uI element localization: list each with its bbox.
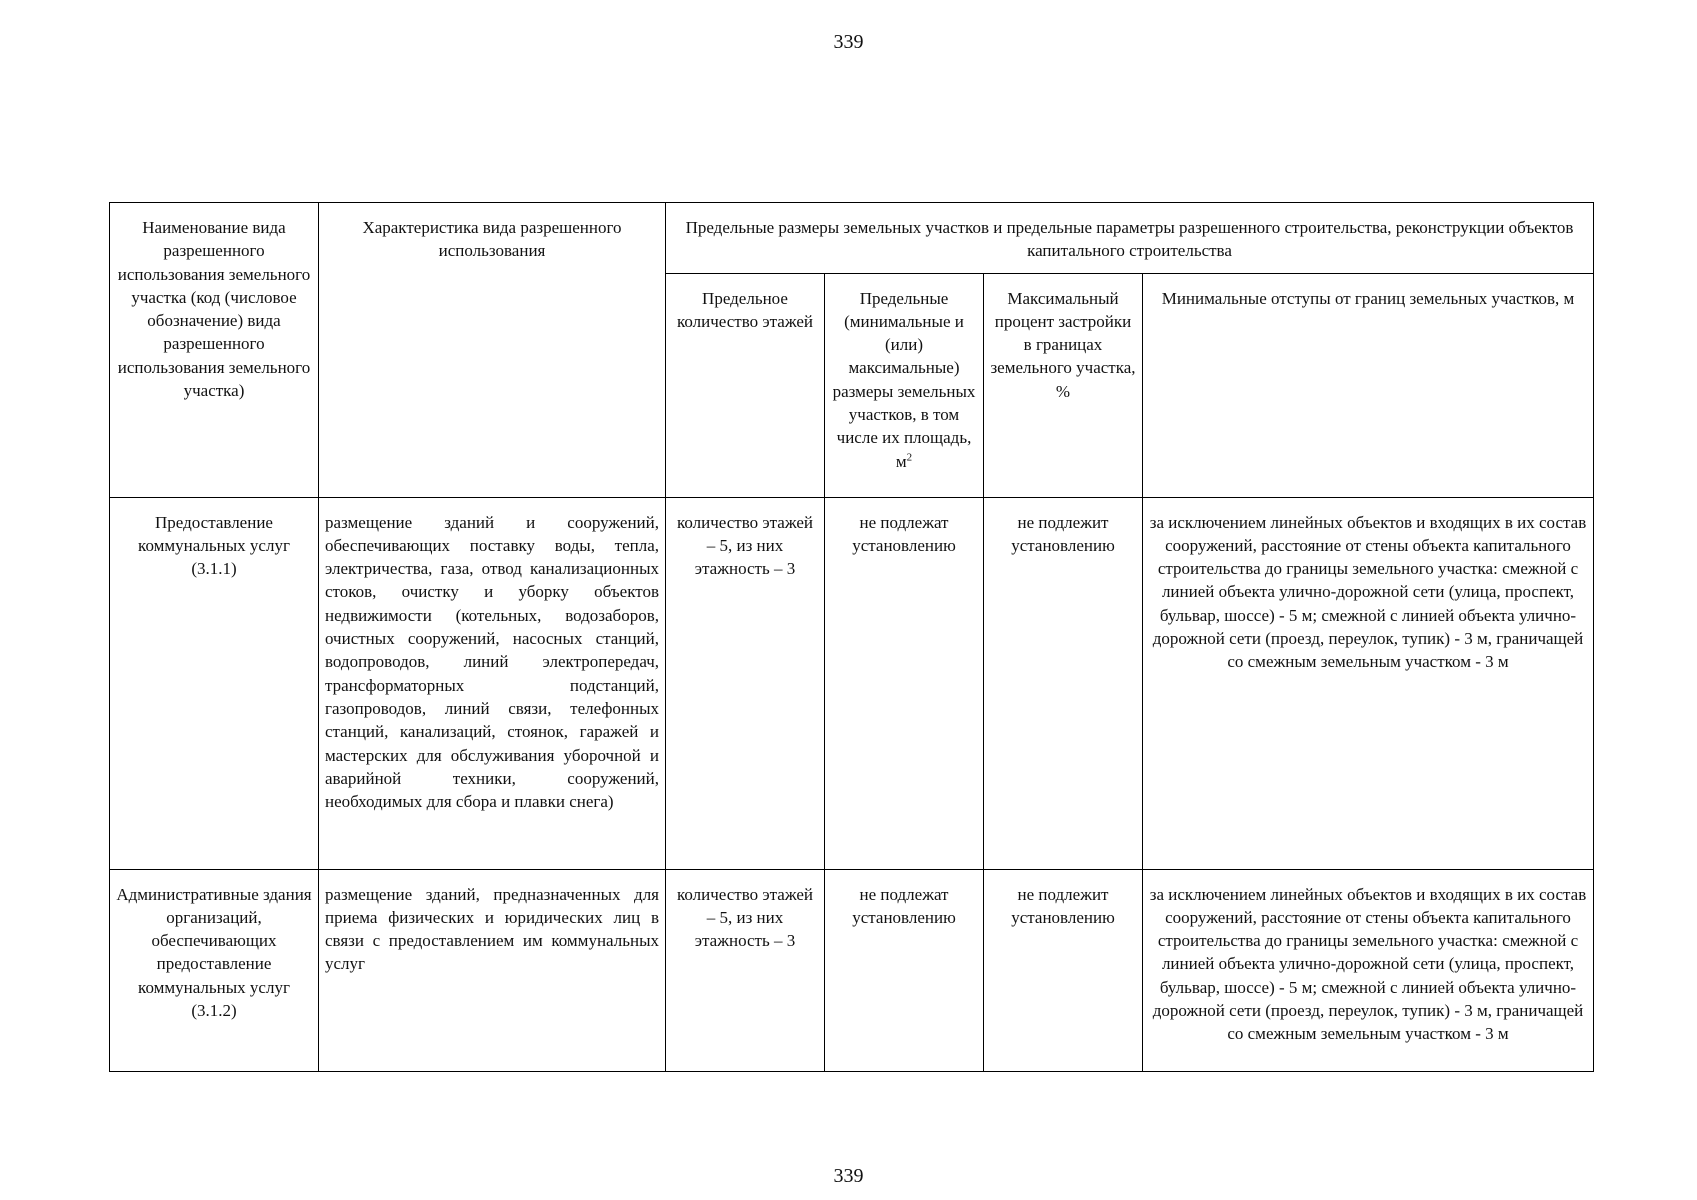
header-use-type-name: Наименование вида разрешенного использования земельного участка (код (числовое обозначение) вида разрешенного использования земельного участка) — [110, 203, 319, 498]
cell-floors: количество этажей – 5, из них этажность – 3 — [666, 869, 825, 1071]
cell-plot-size: не подлежат установлению — [825, 869, 984, 1071]
header-plot-size-text: Предельные (минимальные и (или) максимальные) размеры земельных участков, в том числе их площадь, м — [832, 288, 976, 471]
page-number-top: 339 — [833, 31, 864, 53]
cell-use-description: размещение зданий и сооружений, обеспечивающих поставку воды, тепла, электричества, газа, отвод канализационных стоков, очистку и уборку объектов недвижимости (котельных, водозаборов, очистных сооружений, насосных станций, водопроводов, линий электропередач, трансформаторных подстанций, газопроводов, линий связи, телефонных станций, канализаций, стоянок, гаражей и мастерских для обслуживания уборочной и аварийной техники, сооружений, необходимых для сбора и плавки снега) — [319, 497, 666, 869]
land-use-regulations-table — [109, 202, 1594, 1072]
cell-plot-size: не подлежат установлению — [825, 497, 984, 869]
header-limits-group: Предельные размеры земельных участков и предельные параметры разрешенного строительства, реконструкции объектов капитального строительства — [666, 203, 1594, 274]
cell-use-name: Предоставление коммунальных услуг (3.1.1) — [110, 497, 319, 869]
header-coverage: Максимальный процент застройки в границах земельного участка, % — [984, 273, 1143, 497]
header-plot-size-sup: 2 — [906, 451, 913, 464]
cell-setbacks: за исключением линейных объектов и входящих в их состав сооружений, расстояние от стены объекта капитального строительства до границы земельного участка: смежной с линией объекта улично-дорожной сети (улица, проспект, бульвар, шоссе) - 5 м; смежной с линией объекта улично-дорожной сети (проезд, переулок, тупик) - 3 м, граничащей со смежным земельным участком - 3 м — [1143, 497, 1594, 869]
table-row — [110, 869, 1594, 1071]
cell-use-description: размещение зданий, предназначенных для приема физических и юридических лиц в связи с предоставлением им коммунальных услуг — [319, 869, 666, 1071]
header-plot-size — [825, 273, 984, 497]
table-header-row — [110, 203, 1594, 274]
header-setbacks: Минимальные отступы от границ земельных участков, м — [1143, 273, 1594, 497]
cell-coverage: не подлежит установлению — [984, 869, 1143, 1071]
page-number-bottom: 339 — [833, 1165, 864, 1187]
header-use-description: Характеристика вида разрешенного использования — [319, 203, 666, 498]
cell-coverage: не подлежит установлению — [984, 497, 1143, 869]
table-row — [110, 497, 1594, 869]
cell-use-name: Административные здания организаций, обеспечивающих предоставление коммунальных услуг (3.1.2) — [110, 869, 319, 1071]
cell-floors: количество этажей – 5, из них этажность – 3 — [666, 497, 825, 869]
header-floors: Предельное количество этажей — [666, 273, 825, 497]
cell-setbacks: за исключением линейных объектов и входящих в их состав сооружений, расстояние от стены объекта капитального строительства до границы земельного участка: смежной с линией объекта улично-дорожной сети (улица, проспект, бульвар, шоссе) - 5 м; смежной с линией объекта улично-дорожной сети (проезд, переулок, тупик) - 3 м, граничащей со смежным земельным участком - 3 м — [1143, 869, 1594, 1071]
